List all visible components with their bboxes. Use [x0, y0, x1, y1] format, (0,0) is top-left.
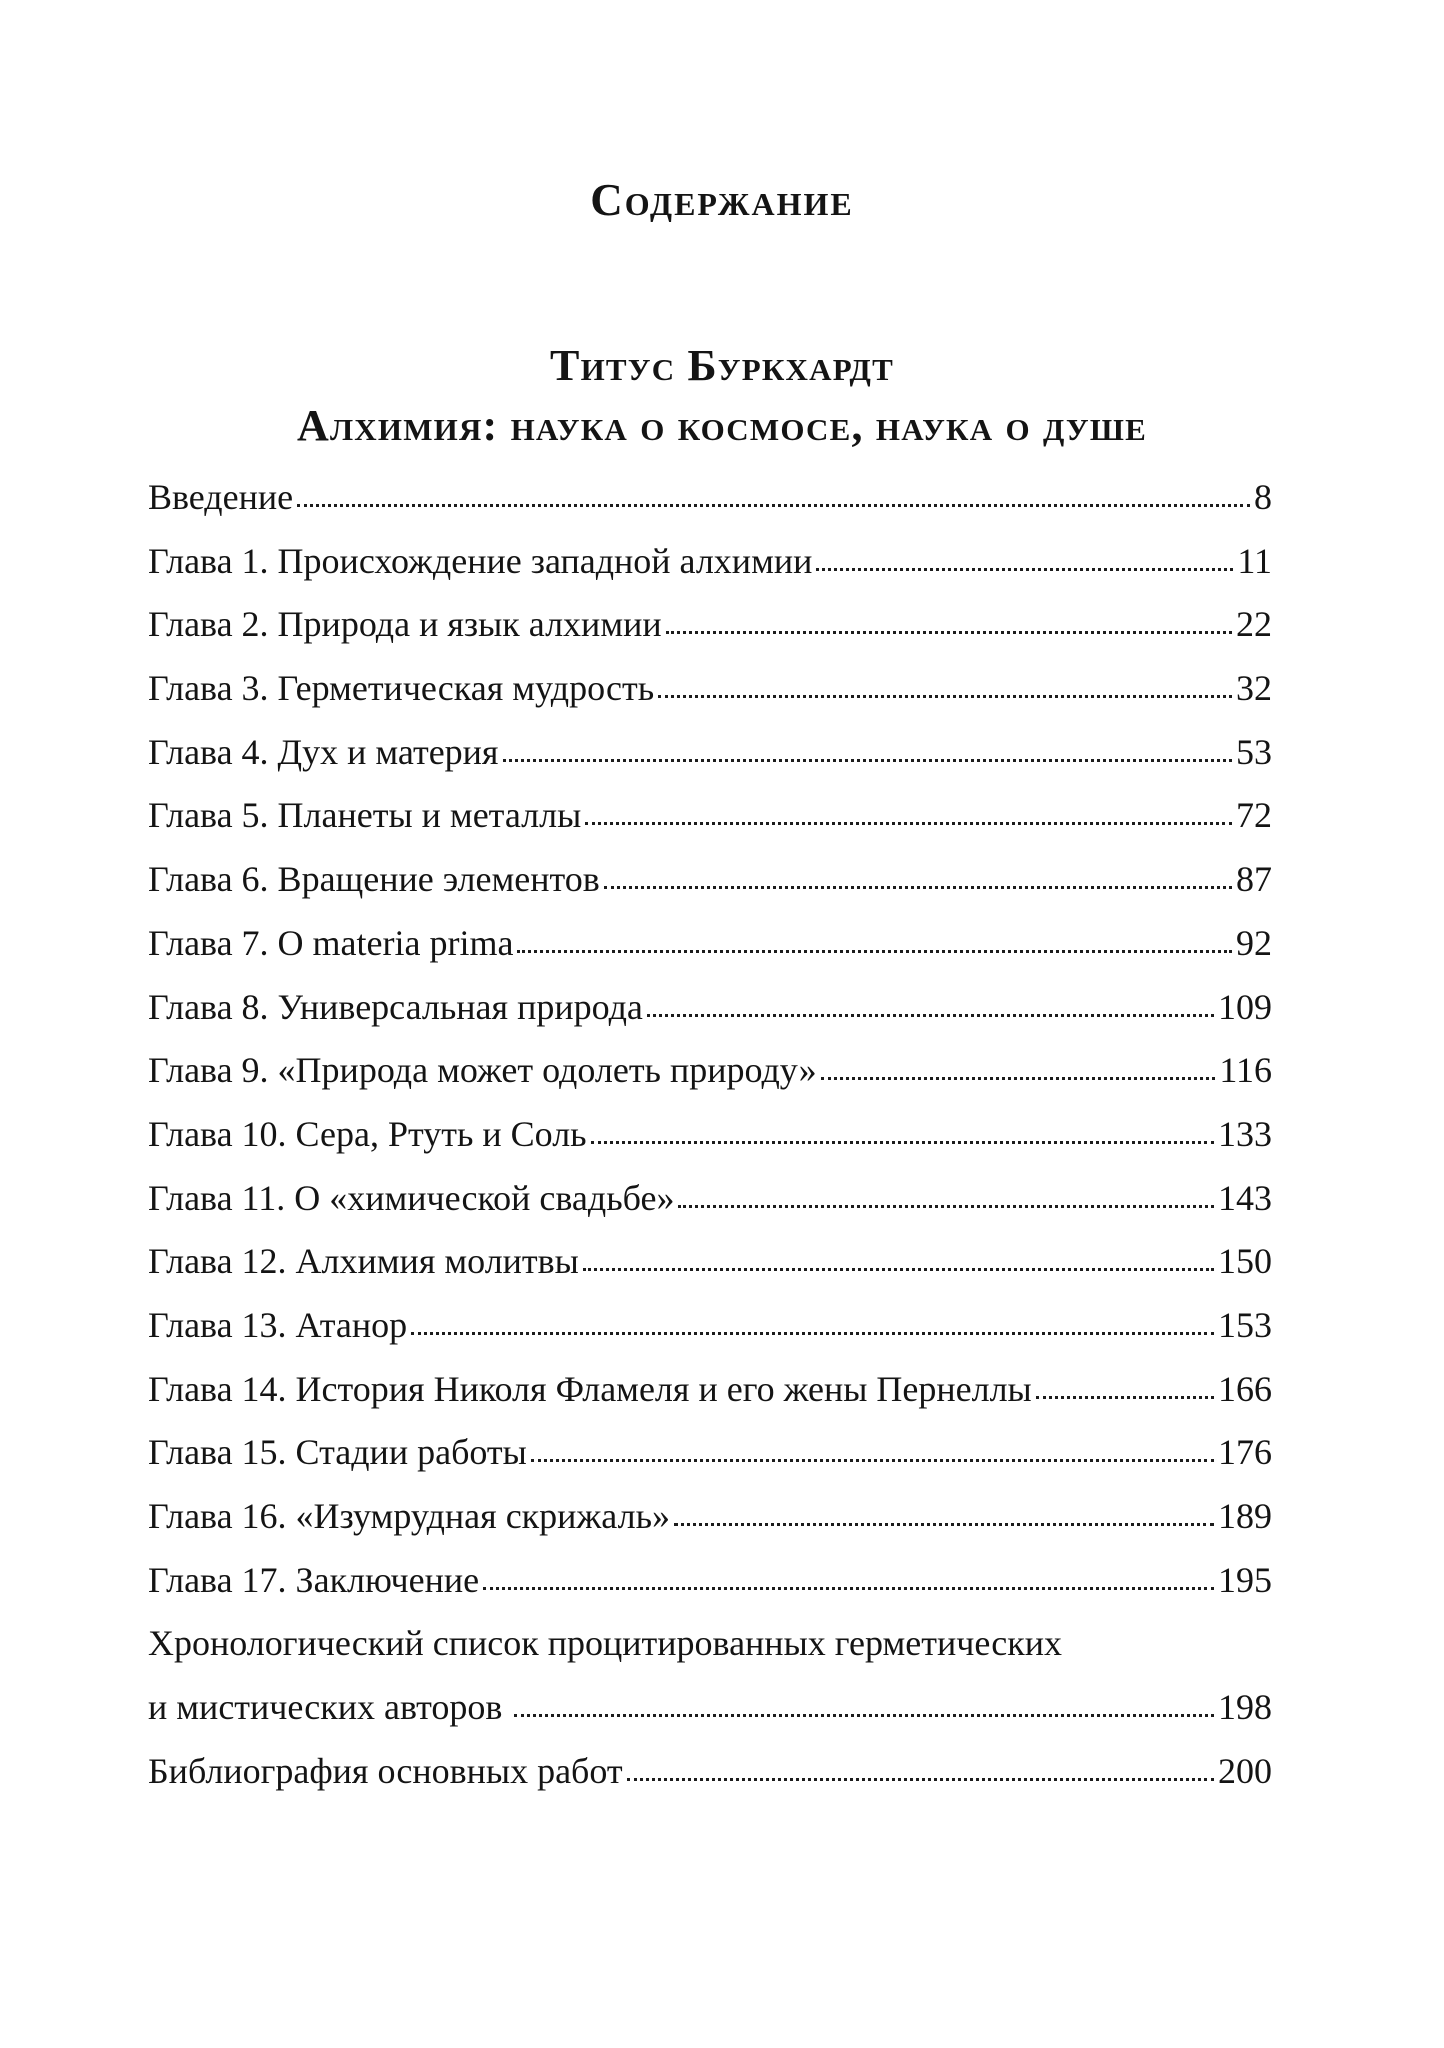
- toc-entry-label: Глава 5. Планеты и металлы: [148, 795, 582, 836]
- toc-entry: [148, 1485, 1272, 1549]
- dot-leader: [666, 630, 1232, 634]
- toc-entry-page: 176: [1218, 1432, 1272, 1473]
- toc-entry: [148, 1421, 1272, 1485]
- toc-entry: [148, 593, 1272, 657]
- toc-entry-label: Глава 6. Вращение элементов: [148, 859, 600, 900]
- toc-entry-page: 133: [1218, 1113, 1272, 1154]
- toc-entry-label: Глава 10. Сера, Ртуть и Соль: [148, 1113, 587, 1154]
- contents-title: Содержание: [590, 175, 854, 225]
- toc-entry-page: 189: [1218, 1496, 1272, 1536]
- toc-entry-page: 109: [1218, 986, 1272, 1027]
- dot-leader: [821, 1076, 1216, 1080]
- toc-entry-page: 72: [1236, 795, 1272, 836]
- toc-entry-label-line-2: и мистических авторов: [148, 1687, 503, 1728]
- toc-entry-label: Глава 3. Герметическая мудрость: [148, 668, 655, 709]
- toc-entry-label: Глава 17. Заключение: [148, 1559, 480, 1600]
- toc-entry-label: Глава 4. Дух и материя: [148, 731, 499, 772]
- dot-leader: [585, 821, 1232, 825]
- toc-entry: [148, 1230, 1272, 1294]
- toc-entry-page: 116: [1219, 1050, 1272, 1091]
- toc-entry-label: Глава 13. Атанор: [148, 1304, 408, 1345]
- toc-entry-page: 153: [1218, 1304, 1272, 1345]
- toc-entry-page: 92: [1236, 922, 1272, 963]
- dot-leader: [503, 758, 1233, 762]
- toc-entry: [148, 848, 1272, 912]
- toc-entry: [148, 912, 1272, 976]
- toc-entry-label: Глава 15. Стадии работы: [148, 1432, 527, 1473]
- dot-leader: [816, 567, 1233, 571]
- toc-entry: [148, 1103, 1272, 1167]
- toc-entry-page: 8: [1254, 477, 1272, 517]
- dot-leader: [647, 1013, 1214, 1017]
- dot-leader: [297, 503, 1250, 507]
- toc-entry-label: Глава 14. История Николя Фламеля и его жены Пернеллы: [148, 1368, 1032, 1409]
- toc-entry-label: Введение: [148, 477, 294, 517]
- toc-entry: [148, 976, 1272, 1040]
- toc-entry: [148, 721, 1272, 785]
- toc-entry: [148, 1039, 1272, 1103]
- toc-entry: [148, 1549, 1272, 1613]
- toc-entry-chronology: [148, 1612, 1272, 1739]
- toc-entry-label: Глава 8. Универсальная природа: [148, 986, 643, 1027]
- dot-leader: [483, 1586, 1214, 1590]
- toc-entry-label-line-1: Хронологический список процитированных герметических: [148, 1623, 1062, 1664]
- toc-entry-page: 87: [1236, 859, 1272, 900]
- toc-entry-label: Глава 16. «Изумрудная скрижаль»: [148, 1496, 670, 1536]
- toc-entry-bibliography: [148, 1740, 1272, 1804]
- toc-entry-page: 143: [1218, 1177, 1272, 1218]
- dot-leader: [411, 1331, 1214, 1335]
- toc-entry-page: 166: [1218, 1368, 1272, 1409]
- toc-entry-page: 198: [1218, 1687, 1272, 1728]
- dot-leader: [591, 1140, 1214, 1144]
- toc-entry-label: Глава 11. О «химической свадьбе»: [148, 1177, 675, 1218]
- dot-leader: [583, 1267, 1214, 1271]
- dot-leader: [514, 1713, 1214, 1717]
- toc-entry-page: 195: [1218, 1559, 1272, 1600]
- toc-entry-label: Глава 7. О materia prima: [148, 922, 514, 963]
- author-name: Титус Буркхардт: [550, 341, 894, 390]
- toc-entry-label: Глава 2. Природа и язык алхимии: [148, 604, 662, 645]
- toc-entry-label: Глава 1. Происхождение западной алхимии: [148, 540, 813, 581]
- dot-leader: [517, 949, 1232, 953]
- toc-entry: [148, 784, 1272, 848]
- toc-entry-label: Глава 12. Алхимия молитвы: [148, 1241, 579, 1282]
- toc-entry-page: 200: [1218, 1750, 1272, 1791]
- toc-entry: [148, 530, 1272, 594]
- dot-leader: [674, 1522, 1214, 1526]
- toc-entry-page: 11: [1237, 540, 1272, 581]
- toc-entry-page: 53: [1236, 731, 1272, 772]
- toc-entry: [148, 657, 1272, 721]
- dot-leader: [531, 1458, 1214, 1462]
- toc-entry-page: 150: [1218, 1241, 1272, 1282]
- toc-entry: [148, 1358, 1272, 1422]
- book-header: [0, 336, 1444, 456]
- dot-leader: [678, 1204, 1214, 1208]
- toc-entry-page: 32: [1236, 668, 1272, 709]
- dot-leader: [1036, 1395, 1214, 1399]
- toc-entry-label: Глава 9. «Природа может одолеть природу»: [148, 1050, 817, 1091]
- table-of-contents: [148, 466, 1272, 1803]
- toc-entry-label: Библиография основных работ: [148, 1750, 623, 1791]
- toc-entry: [148, 1294, 1272, 1358]
- dot-leader: [604, 885, 1232, 889]
- toc-entry: [148, 1167, 1272, 1231]
- book-title: Алхимия: наука о космосе, наука о душе: [297, 401, 1147, 450]
- toc-entry: [148, 466, 1272, 530]
- dot-leader: [658, 694, 1232, 698]
- dot-leader: [627, 1777, 1214, 1781]
- toc-entry-page: 22: [1236, 604, 1272, 645]
